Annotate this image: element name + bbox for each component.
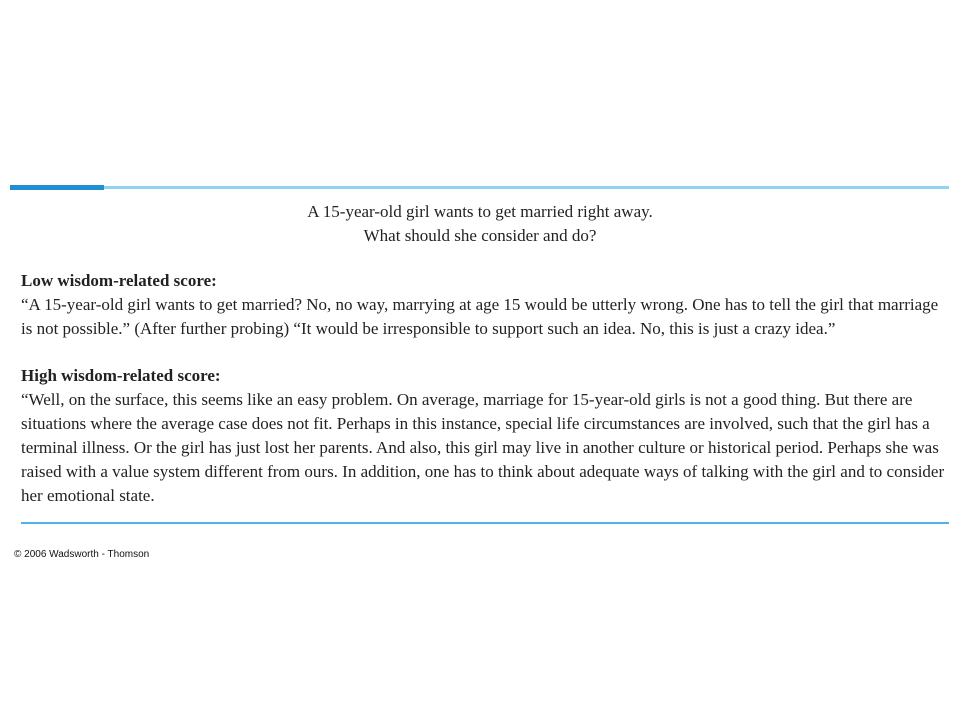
bottom-divider: [21, 522, 949, 524]
copyright-notice: © 2006 Wadsworth - Thomson: [14, 549, 150, 560]
top-divider-accent: [10, 185, 104, 190]
top-divider: [10, 185, 949, 190]
low-score-heading: Low wisdom-related score:: [21, 271, 217, 290]
top-divider-line: [104, 186, 949, 189]
question-block: [0, 200, 960, 248]
question-line-2: What should she consider and do?: [363, 226, 597, 245]
question-line-1: A 15-year-old girl wants to get married right away.: [307, 202, 653, 221]
low-score-quote: “A 15-year-old girl wants to get married? No, no way, marrying at age 15 would be utterly wrong. One has to tell the girl that marriage is not possible.” (After further probing) “It would be irresponsible to support such an idea. No, this is just a crazy idea.”: [21, 295, 939, 338]
low-score-section: [21, 269, 946, 341]
high-score-heading: High wisdom-related score:: [21, 366, 221, 385]
high-score-quote: “Well, on the surface, this seems like an easy problem. On average, marriage for 15-year-old girls is not a good thing. But there are situations where the average case does not fit. Perhaps in this instance, special life circumstances are involved, such that the girl has a terminal illness. Or the girl has just lost her parents. And also, this girl may live in another culture or historical period. Perhaps she was raised with a value system different from ours. In addition, one has to think about adequate ways of talking with the girl and to consider her emotional state.: [21, 390, 945, 505]
high-score-section: [21, 364, 946, 508]
